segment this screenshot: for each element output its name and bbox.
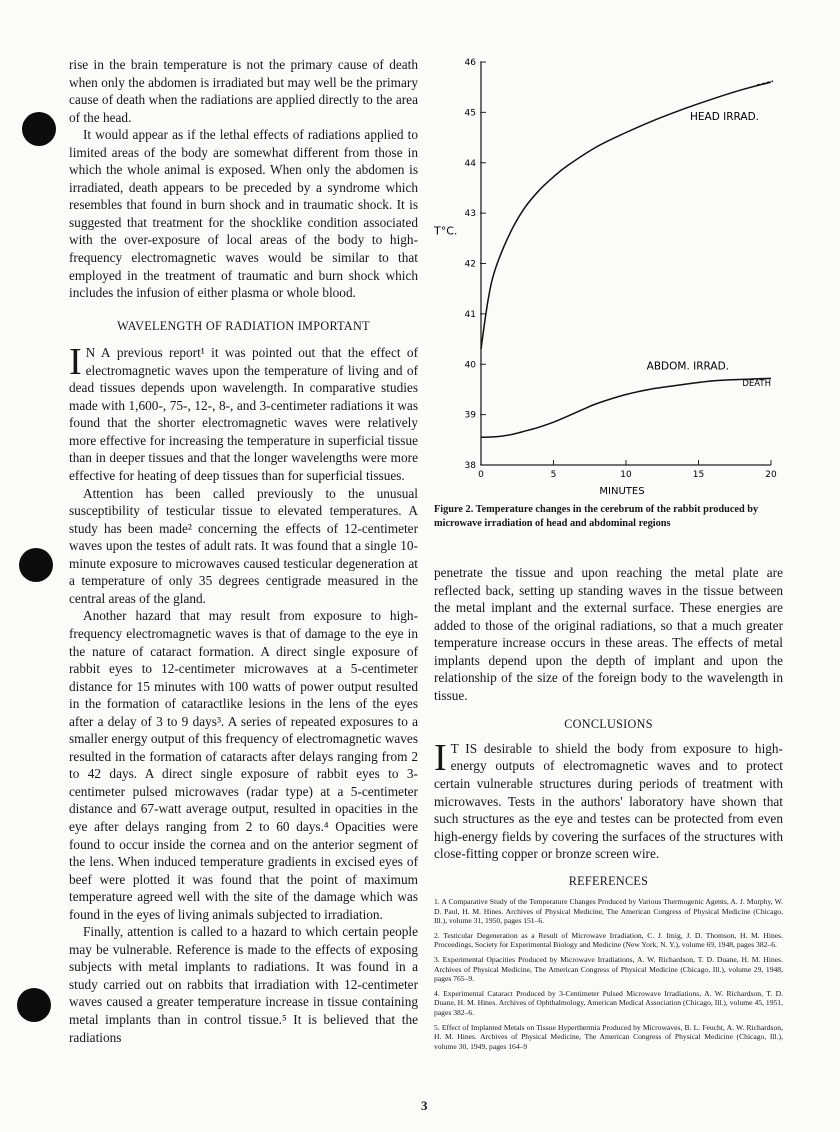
y-tick-label: 42 (464, 259, 476, 270)
chart-series (481, 81, 773, 437)
y-tick-label: 38 (464, 461, 476, 471)
x-tick-label: 20 (765, 470, 777, 480)
x-tick-label: 5 (550, 470, 557, 480)
x-tick-label: 0 (478, 470, 484, 480)
paragraph: penetrate the tissue and upon reaching the metal plate are reflected back, setting up standing waves in the tissue between the metal implant and the external surface. These energies are added to those of the original radiations, so that a much greater temperature increase occurs in these areas. The effects of metal implants depend upon the depth of implant and upon the relationship of the size of the foreign body to the wavelength in tissue. (434, 565, 783, 703)
lead-in-caps: N A (85, 345, 111, 361)
left-column (69, 56, 418, 1046)
x-tick-label: 10 (620, 470, 632, 480)
references-heading: REFERENCES (568, 873, 649, 888)
y-tick-label: 39 (464, 410, 476, 421)
lead-in-caps: T IS (450, 740, 478, 756)
y-tick-label: 44 (464, 158, 476, 169)
paragraph-text: previous report¹ it was pointed out that the effect of electromagnetic waves upon the temperature of living and of dead tissues depends upon wavelength. In comparative studies made with 1,600-, 75-, 12-, 8-, and 3-centimeter radiations it was found that the shorter electromagnetic waves were relatively more effective for increasing the temperature in superficial tissue than in deeper tissues and that the longer wavelengths were more effective for heating of deep tissues than for superficial tissues. (69, 345, 419, 484)
right-column (434, 564, 783, 897)
section-heading: CONCLUSIONS (564, 717, 653, 732)
x-tick-label: 15 (692, 470, 705, 480)
paragraph: Attention has been called previously to the unusual susceptibility of testicular tissue to elevated temperatures. A study has been made² concerning the effects of 12-centimeter waves upon the testes of adult rats. It was found that a single 10-minute exposure to microwaves caused testicular degeneration at a temperature of only 35 degrees centigrade measured in the central areas of the gland. (69, 485, 418, 606)
chart-labels (433, 111, 771, 497)
drop-cap: I (69, 341, 82, 384)
paragraph-text: desirable to shield the body from exposure to high-energy outputs of electromagnetic waves and to protect certain vulnerable structures during periods of treatment with microwaves. Tests in the authors' laboratory have shown that such structures as the eye and testes can be protected from even high-energy fields by covering the surfaces of the structures with close-fitting copper or bronze screen wire. (434, 740, 783, 862)
y-tick-label: 43 (464, 209, 476, 220)
paragraph (69, 341, 419, 484)
series-line-abdom-irrad (481, 378, 771, 437)
series-label-abdom-irrad: ABDOM. IRRAD. (646, 360, 729, 373)
reference-item: 4. Experimental Cataract Produced by 3-Centimeter Pulsed Microwave Irradiations, A. W. Richardson, T. D. Duane, H. M. Hines. Archives of Ophthalmology, American Medical Association (Chicago, Ill.), volume 45, 1951, pages 382–6. (434, 988, 783, 1017)
references-list (434, 897, 783, 1056)
y-tick-label: 46 (464, 58, 476, 68)
page-number: 3 (421, 1098, 428, 1113)
section-heading: WAVELENGTH OF RADIATION IMPORTANT (117, 318, 370, 333)
binder-hole-middle (19, 548, 53, 582)
binder-hole-bottom (17, 988, 51, 1022)
y-axis-title: T°C. (434, 224, 458, 238)
figure-chart (425, 52, 795, 502)
paragraph: rise in the brain temperature is not the primary cause of death when only the abdomen is irradiated but may well be the primary cause of death when the radiations are applied directly to the area of the head. (69, 57, 418, 125)
reference-item: 1. A Comparative Study of the Temperature Changes Produced by Various Thermogenic Agents, A. J. Murphy, W. D. Paul, H. M. Hines. Archives of Physical Medicine, The American Congress of Physical Medicine (Chicago, Ill.), volume 31, 1950, pages 151–6. (434, 897, 783, 926)
y-tick-label: 41 (464, 309, 476, 320)
reference-item: 3. Experimental Opacities Produced by Microwave Irradiations, A. W. Richardson, T. D. Duane, H. M. Hines. Archives of Physical Medicine, The American Congress of Physical Medicine (Chicago, Ill.), volume 29, 1948, pages 765–9. (434, 954, 783, 984)
y-tick-label: 45 (464, 108, 476, 119)
paragraph (434, 736, 783, 863)
drop-cap: I (434, 736, 447, 779)
paragraph: It would appear as if the lethal effects of radiations applied to limited areas of the body are somewhat different from those in which the whole animal is exposed. When only the abdomen is irradiated, death appears to be preceded by a syndrome which resembles that found in burn shock and in traumatic shock. It is suggested that treatment for the shocklike condition associated with the over-exposure of local areas of the body to high-frequency electromagnetic waves would be similar to that employed in the treatment of traumatic and burn shock which includes the infusion of either plasma or whole blood. (69, 127, 418, 301)
y-tick-label: 40 (464, 360, 476, 371)
annotation-death: DEATH (742, 378, 771, 389)
reference-item: 5. Effect of Implanted Metals on Tissue Hyperthermia Produced by Microwaves, B. L. Feucht, A. W. Richardson, H. M. Hines. Archives of Physical Medicine, The American Congress of Physical Medicine (Chicago, Ill.), volume 30, 1949, pages 164–9 (434, 1022, 783, 1051)
reference-item: 2. Testicular Degeneration as a Result of Microwave Irradiation, C. J. Imig, J. D. Thomson, H. M. Hines. Proceedings, Society for Experimental Biology and Medicine (New York, N. Y.), volume 69, 1948, pages 382–6. (434, 930, 783, 950)
figure-caption: Figure 2. Temperature changes in the cerebrum of the rabbit produced by microwave irradiation of head and abdominal regions (434, 504, 759, 529)
x-axis-title: MINUTES (599, 486, 645, 497)
paragraph: Finally, attention is called to a hazard to which certain people may be vulnerable. Reference is made to the effects of exposing subjects with metal implants to radiations. It was found in a study carried out on rabbits that irradiation with 12-centimeter waves caused a greater temperature increase in tissue containing metal implants than in control tissue.⁵ It is believed that the radiations (69, 924, 418, 1045)
binder-hole-top (22, 112, 56, 146)
paragraph: Another hazard that may result from exposure to high-frequency electromagnetic waves is that of damage to the eye in the nature of cataract formation. A direct single exposure of rabbit eyes to 12-centimeter microwaves at a 5-centimeter distance for 15 minutes with 100 watts of power output resulted in the formation of cataractlike lesions in the lens of the eyes after a delay of 3 to 9 days³. A series of repeated exposures to a smaller energy output of this frequency of electromagnetic waves resulted in the formation of cataracts after delays ranging from 2 to 42 days. A direct single exposure of rabbit eyes to 3-centimeter pulsed microwaves (radar type) at a 5-centimeter distance and 67-watt average output, resulted in opacities in the eye after delays ranging from 2 to 60 days.⁴ Opacities were found to occur inside the cornea and on the anterior segment of the lens. When induced temperature gradients in excised eyes of beef were plotted it was found that the point of maximum temperature agreed well with the site of the damage which was found in the eyes of living animals subjected to irradiation. (69, 608, 418, 922)
series-label-head-irrad: HEAD IRRAD. (689, 110, 759, 123)
